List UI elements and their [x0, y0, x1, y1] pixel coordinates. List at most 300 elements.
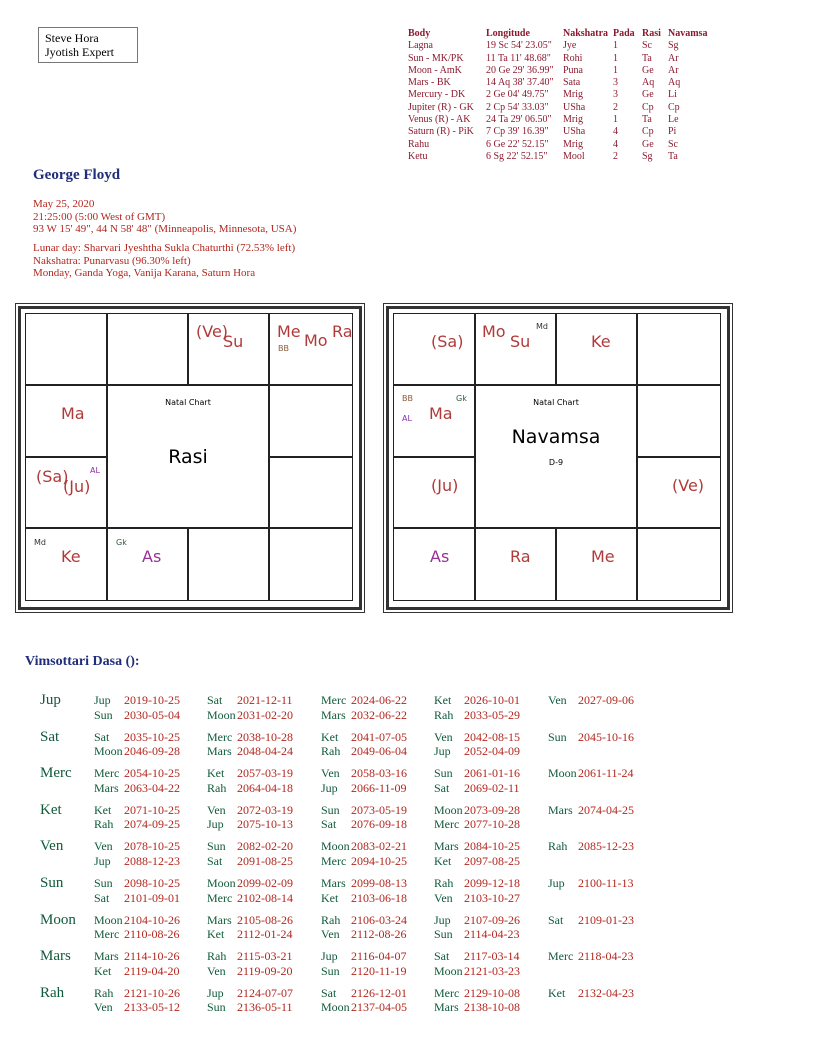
dasa-subperiod [434, 693, 520, 708]
brand-box [38, 27, 138, 63]
subperiod-lord: Ket [94, 802, 112, 817]
subperiod-lord: Sat [207, 693, 223, 707]
subperiod-date: 2069-02-11 [464, 780, 520, 795]
subperiod-date: 2077-10-28 [464, 817, 520, 832]
table-cell: Aq [668, 77, 681, 89]
subperiod-date: 2054-10-25 [124, 766, 180, 781]
subperiod-lord: Rah [434, 707, 454, 722]
subperiod-date: 2072-03-19 [237, 802, 293, 817]
table-row [408, 114, 708, 126]
table-cell: 1 [613, 52, 618, 64]
dasa-major-lord: Jup [40, 692, 61, 708]
subperiod-lord: Mars [207, 912, 232, 927]
planet-mercury: Me [277, 322, 301, 341]
table-cell: Ar [668, 52, 679, 64]
rasi-house-leo [269, 457, 353, 528]
table-cell: Moon - AmK [408, 64, 462, 76]
subperiod-date: 2052-04-09 [464, 744, 520, 759]
upagraha-md: Md [536, 322, 548, 331]
subperiod-date: 2074-04-25 [578, 802, 634, 817]
dasa-subperiod [94, 891, 180, 906]
subperiod-lord: Sun [321, 802, 340, 817]
table-cell: Puna [563, 64, 583, 76]
navamsa-house-sagittarius [393, 528, 475, 601]
birth-date: May 25, 2020 [33, 198, 95, 210]
table-cell: Ta [642, 52, 652, 64]
table-cell: Mool [563, 150, 585, 162]
table-cell: Sun - MK/PK [408, 52, 464, 64]
navamsa-center [475, 385, 637, 528]
rasi-house-capricorn [25, 457, 107, 528]
subperiod-lord: Jup [94, 853, 111, 868]
subperiod-lord: Merc [548, 949, 574, 964]
dasa-subperiod [548, 949, 634, 964]
dasa-subperiod [321, 964, 407, 979]
dasa-subperiod [207, 781, 293, 796]
subperiod-lord: Jup [207, 817, 224, 832]
rasi-chart-title: Natal Chart [165, 398, 211, 407]
table-cell: Sata [563, 77, 581, 89]
dasa-subperiod [548, 839, 634, 854]
dasa-major-lord: Sun [40, 875, 64, 891]
navamsa-house-aries [475, 313, 556, 385]
table-cell: Ketu [408, 150, 428, 162]
dasa-subperiod [434, 986, 520, 1001]
subperiod-lord: Moon [321, 1000, 350, 1015]
subperiod-lord: Ket [94, 963, 112, 978]
subperiod-date: 2100-11-13 [578, 876, 634, 890]
table-cell: Sc [668, 138, 678, 150]
dasa-subperiod [321, 781, 407, 796]
navamsa-chart [386, 306, 730, 610]
subperiod-date: 2119-09-20 [237, 963, 293, 978]
subperiod-lord: Sun [207, 839, 226, 854]
subperiod-lord: Sun [94, 707, 113, 722]
subperiod-date: 2074-09-25 [124, 817, 180, 832]
table-cell: 3 [613, 77, 618, 89]
dasa-subperiod [207, 730, 293, 745]
subperiod-date: 2082-02-20 [237, 839, 293, 854]
subperiod-lord: Merc [207, 729, 233, 744]
subperiod-lord: Jup [207, 985, 224, 1000]
table-cell: 4 [613, 126, 618, 138]
subperiod-lord: Moon [207, 876, 236, 890]
rasi-house-gemini [269, 313, 353, 385]
planet-saturn: (Sa) [431, 332, 464, 351]
subperiod-date: 2114-10-26 [124, 949, 180, 964]
subperiod-date: 2120-11-19 [351, 963, 407, 978]
dasa-subperiod [321, 766, 407, 781]
table-cell: USha [563, 126, 586, 138]
subperiod-lord: Jup [434, 744, 451, 759]
dasa-subperiod [207, 708, 293, 723]
subperiod-date: 2109-01-23 [578, 912, 634, 927]
upagraha-gk: Gk [116, 538, 127, 547]
table-cell: 24 Ta 29' 06.50" [486, 114, 552, 126]
subperiod-date: 2129-10-08 [464, 985, 520, 1000]
planet-sun: Su [510, 332, 531, 351]
dasa-subperiod [434, 891, 520, 906]
dasa-subperiod [434, 913, 520, 928]
subperiod-lord: Moon [94, 744, 123, 759]
subperiod-date: 2137-04-05 [351, 1000, 407, 1015]
subperiod-lord: Jup [321, 780, 338, 795]
dasa-subperiod [434, 964, 520, 979]
subperiod-date: 2026-10-01 [464, 693, 520, 707]
table-cell: 11 Ta 11' 48.68" [486, 52, 551, 64]
table-cell: 20 Ge 29' 36.99" [486, 64, 554, 76]
dasa-subperiod [94, 744, 180, 759]
table-cell: Ar [668, 64, 679, 76]
navamsa-chart-subtitle: D-9 [548, 458, 564, 467]
dasa-subperiod [94, 839, 180, 854]
dasa-subperiod [321, 891, 407, 906]
subperiod-lord: Rah [321, 912, 341, 927]
table-cell: Aq [642, 77, 655, 89]
subperiod-lord: Ket [434, 853, 452, 868]
subperiod-lord: Sat [94, 729, 110, 744]
dasa-subperiod [321, 854, 407, 869]
subperiod-date: 2121-03-23 [464, 963, 520, 978]
planet-ketu: Ke [61, 547, 81, 566]
subperiod-lord: Merc [434, 985, 460, 1000]
subperiod-lord: Merc [207, 890, 233, 905]
subperiod-date: 2032-06-22 [351, 707, 407, 722]
nakshatra-info: Nakshatra: Punarvasu (96.30% left) [33, 254, 191, 267]
rasi-house-virgo [269, 528, 353, 601]
subperiod-date: 2097-08-25 [464, 853, 520, 868]
subperiod-date: 2126-12-01 [351, 985, 407, 1000]
dasa-major-lord: Merc [40, 765, 72, 782]
subperiod-lord: Mars [434, 839, 459, 854]
table-cell: Mercury - DK [408, 89, 466, 101]
navamsa-house-aquarius [393, 385, 475, 457]
subperiod-date: 2112-01-24 [237, 927, 293, 942]
dasa-subperiod [207, 693, 293, 708]
subperiod-date: 2104-10-26 [124, 912, 180, 927]
subperiod-lord: Sun [434, 766, 453, 781]
table-row [408, 77, 708, 89]
header-body: Body [408, 28, 431, 39]
subperiod-lord: Mars [321, 876, 346, 890]
table-cell: 14 Aq 38' 37.40" [486, 77, 554, 89]
subperiod-lord: Moon [434, 802, 463, 817]
planet-jupiter: (Ju) [63, 477, 91, 496]
subperiod-lord: Moon [321, 839, 350, 854]
subperiod-lord: Rah [207, 949, 227, 964]
subperiod-lord: Ven [434, 890, 453, 905]
table-cell: Ge [642, 138, 654, 150]
navamsa-house-virgo [637, 528, 721, 601]
dasa-subperiod [94, 876, 180, 891]
subperiod-lord: Rah [94, 817, 114, 832]
subperiod-date: 2061-11-24 [578, 766, 634, 781]
table-cell: 7 Cp 39' 16.39" [486, 126, 549, 138]
navamsa-house-cancer [637, 385, 721, 457]
subperiod-date: 2042-08-15 [464, 729, 520, 744]
dasa-subperiod [321, 730, 407, 745]
dasa-subperiod [94, 913, 180, 928]
table-cell: Le [668, 114, 679, 126]
table-row [408, 126, 708, 138]
subperiod-lord: Mars [94, 780, 119, 795]
subperiod-lord: Jup [434, 912, 451, 927]
planet-positions-table [408, 28, 708, 163]
upagraha-bb: BB [402, 394, 413, 403]
subperiod-date: 2071-10-25 [124, 802, 180, 817]
rasi-chart [18, 306, 362, 610]
dasa-subperiod [434, 781, 520, 796]
table-header-row [408, 28, 708, 40]
subperiod-lord: Ven [94, 1000, 113, 1015]
dasa-subperiod [548, 913, 634, 928]
subperiod-date: 2124-07-07 [237, 985, 293, 1000]
subperiod-lord: Sun [434, 927, 453, 942]
subperiod-lord: Sat [548, 912, 564, 927]
navamsa-chart-title: Natal Chart [533, 398, 579, 407]
navamsa-house-scorpio [475, 528, 556, 601]
table-cell: 2 [613, 150, 618, 162]
table-cell: Mrig [563, 114, 583, 126]
subperiod-lord: Ket [207, 927, 225, 942]
subperiod-lord: Ket [434, 693, 452, 707]
subperiod-date: 2091-08-25 [237, 853, 293, 868]
subperiod-lord: Sat [321, 985, 337, 1000]
planet-mars: Ma [429, 404, 453, 423]
dasa-subperiod [207, 964, 293, 979]
table-cell: Li [668, 89, 677, 101]
subperiod-date: 2112-08-26 [351, 927, 407, 942]
table-cell: 6 Ge 22' 52.15" [486, 138, 549, 150]
subperiod-date: 2107-09-26 [464, 912, 520, 927]
rasi-chart-name: Rasi [168, 446, 208, 468]
subperiod-date: 2073-09-28 [464, 802, 520, 817]
subperiod-date: 2103-06-18 [351, 890, 407, 905]
dasa-subperiod [548, 803, 634, 818]
subperiod-date: 2103-10-27 [464, 890, 520, 905]
dasa-subperiod [434, 927, 520, 942]
table-cell: Lagna [408, 40, 433, 52]
dasa-subperiod [94, 964, 180, 979]
dasa-subperiod [94, 708, 180, 723]
table-cell: Sg [668, 40, 679, 52]
subperiod-date: 2030-05-04 [124, 707, 180, 722]
dasa-subperiod [94, 1000, 180, 1015]
table-row [408, 40, 708, 52]
planet-moon: Mo [304, 331, 328, 350]
subperiod-date: 2075-10-13 [237, 817, 293, 832]
table-cell: Cp [642, 126, 654, 138]
dasa-major-lord: Sat [40, 728, 60, 745]
table-cell: Ta [668, 150, 678, 162]
dasa-subperiod [321, 927, 407, 942]
dasa-subperiod [207, 839, 293, 854]
navamsa-chart-name: Navamsa [511, 426, 601, 448]
subperiod-date: 2117-03-14 [464, 949, 520, 964]
subperiod-date: 2073-05-19 [351, 802, 407, 817]
table-cell: Saturn (R) - PiK [408, 126, 474, 138]
dasa-major-lord: Moon [40, 911, 76, 928]
table-cell: Sg [642, 150, 653, 162]
dasa-subperiod [94, 949, 180, 964]
upagraha-bb: BB [278, 344, 289, 353]
dasa-subperiod [207, 1000, 293, 1015]
dasa-subperiod [321, 876, 407, 891]
brand-title: Jyotish Expert [45, 45, 114, 59]
subperiod-lord: Ket [321, 729, 339, 744]
planet-moon: Mo [482, 322, 506, 341]
dasa-subperiod [548, 730, 634, 745]
planet-venus: (Ve) [196, 322, 229, 341]
header-nakshatra: Nakshatra [563, 28, 609, 39]
subperiod-lord: Merc [321, 693, 347, 707]
dasa-subperiod [94, 781, 180, 796]
dasa-subperiod [434, 766, 520, 781]
dasa-subperiod [207, 817, 293, 832]
weekday-info: Monday, Ganda Yoga, Vanija Karana, Saturn Hora [33, 267, 256, 279]
dasa-subperiod [94, 986, 180, 1001]
subperiod-date: 2045-10-16 [578, 729, 634, 744]
table-cell: Cp [642, 101, 654, 113]
subperiod-lord: Rah [207, 780, 227, 795]
dasa-subperiod [321, 803, 407, 818]
subperiod-date: 2083-02-21 [351, 839, 407, 854]
table-cell: Mrig [563, 89, 583, 101]
table-cell: 6 Sg 22' 52.15" [486, 150, 548, 162]
planet-venus: (Ve) [672, 476, 705, 495]
planet-ketu: Ke [591, 332, 611, 351]
rasi-center [107, 385, 269, 528]
table-cell: Ta [642, 114, 652, 126]
subperiod-date: 2115-03-21 [237, 949, 293, 964]
subperiod-date: 2098-10-25 [124, 876, 180, 890]
table-cell: 2 [613, 101, 618, 113]
dasa-subperiod [321, 817, 407, 832]
table-row [408, 139, 708, 151]
panchang-details [33, 242, 295, 280]
navamsa-house-pisces [393, 313, 475, 385]
planet-rahu: Ra [332, 322, 353, 341]
subperiod-date: 2027-09-06 [578, 693, 634, 707]
navamsa-house-capricorn [393, 457, 475, 528]
rasi-house-sagittarius [25, 528, 107, 601]
dasa-subperiod [94, 693, 180, 708]
table-row [408, 102, 708, 114]
navamsa-house-taurus [556, 313, 637, 385]
subperiod-lord: Merc [321, 853, 347, 868]
planet-mars: Ma [61, 404, 85, 423]
table-cell: Sc [642, 40, 652, 52]
dasa-subperiod [321, 708, 407, 723]
dasa-major-lord: Mars [40, 948, 71, 965]
person-name: George Floyd [33, 167, 121, 183]
planet-sun: Su [223, 332, 244, 351]
dasa-major-lord: Rah [40, 984, 65, 1001]
subperiod-date: 2118-04-23 [578, 949, 634, 964]
subperiod-date: 2106-03-24 [351, 912, 407, 927]
birth-location: 93 W 15' 49", 44 N 58' 48" (Minneapolis, Minnesota, USA) [33, 223, 297, 235]
dasa-subperiod [207, 949, 293, 964]
lunar-day: Lunar day: Sharvari Jyeshtha Sukla Chaturthi (72.53% left) [33, 242, 296, 254]
arudha-lagna: AL [90, 466, 100, 475]
subperiod-lord: Ket [321, 890, 339, 905]
subperiod-lord: Jup [321, 949, 338, 964]
arudha-lagna: AL [402, 414, 412, 423]
dasa-title: Vimsottari Dasa (): [25, 654, 140, 669]
subperiod-date: 2099-02-09 [237, 876, 293, 890]
subperiod-lord: Ket [207, 766, 225, 781]
subperiod-lord: Merc [94, 927, 120, 942]
table-cell: USha [563, 101, 586, 113]
birth-details [33, 198, 296, 236]
subperiod-date: 2063-04-22 [124, 780, 180, 795]
dasa-subperiod [207, 927, 293, 942]
subperiod-date: 2099-08-13 [351, 876, 407, 890]
subperiod-lord: Mars [548, 802, 573, 817]
subperiod-lord: Moon [94, 912, 123, 927]
subperiod-date: 2031-02-20 [237, 707, 293, 722]
dasa-subperiod [321, 986, 407, 1001]
dasa-subperiod [434, 876, 520, 891]
dasa-subperiod [321, 839, 407, 854]
dasa-subperiod [548, 876, 634, 891]
dasa-subperiod [434, 949, 520, 964]
dasa-subperiod [207, 803, 293, 818]
upagraha-gk: Gk [456, 394, 467, 403]
dasa-subperiod [207, 876, 293, 891]
subperiod-date: 2057-03-19 [237, 766, 293, 781]
subperiod-date: 2078-10-25 [124, 839, 180, 854]
dasa-subperiod [207, 891, 293, 906]
planet-jupiter: (Ju) [431, 476, 459, 495]
subperiod-lord: Rah [548, 839, 568, 854]
subperiod-date: 2046-09-28 [124, 744, 180, 759]
subperiod-date: 2041-07-05 [351, 729, 407, 744]
header-navamsa: Navamsa [668, 28, 708, 39]
subperiod-lord: Ven [321, 766, 340, 781]
subperiod-date: 2024-06-22 [351, 693, 407, 707]
subperiod-date: 2132-04-23 [578, 985, 634, 1000]
subperiod-lord: Ven [434, 729, 453, 744]
subperiod-date: 2119-04-20 [124, 963, 180, 978]
table-cell: 2 Cp 54' 33.03" [486, 101, 549, 113]
subperiod-date: 2076-09-18 [351, 817, 407, 832]
subperiod-lord: Sat [94, 890, 110, 905]
table-cell: Ge [642, 89, 654, 101]
subperiod-date: 2133-05-12 [124, 1000, 180, 1015]
table-cell: 1 [613, 114, 618, 126]
subperiod-date: 2084-10-25 [464, 839, 520, 854]
subperiod-lord: Moon [207, 707, 236, 722]
subperiod-date: 2121-10-26 [124, 985, 180, 1000]
dasa-subperiod [434, 839, 520, 854]
dasa-major-lord: Ven [40, 838, 64, 855]
subperiod-lord: Ven [321, 927, 340, 942]
table-cell: Jupiter (R) - GK [408, 101, 474, 113]
table-row [408, 89, 708, 101]
upagraha-md: Md [34, 538, 46, 547]
subperiod-lord: Sun [94, 876, 113, 890]
dasa-subperiod [548, 986, 634, 1001]
subperiod-lord: Sun [207, 1000, 226, 1015]
subperiod-date: 2038-10-28 [237, 729, 293, 744]
table-cell: Cp [668, 101, 680, 113]
subperiod-date: 2061-01-16 [464, 766, 520, 781]
subperiod-date: 2064-04-18 [237, 780, 293, 795]
dasa-subperiod [207, 986, 293, 1001]
subperiod-lord: Ven [548, 693, 567, 707]
subperiod-date: 2101-09-01 [124, 890, 180, 905]
